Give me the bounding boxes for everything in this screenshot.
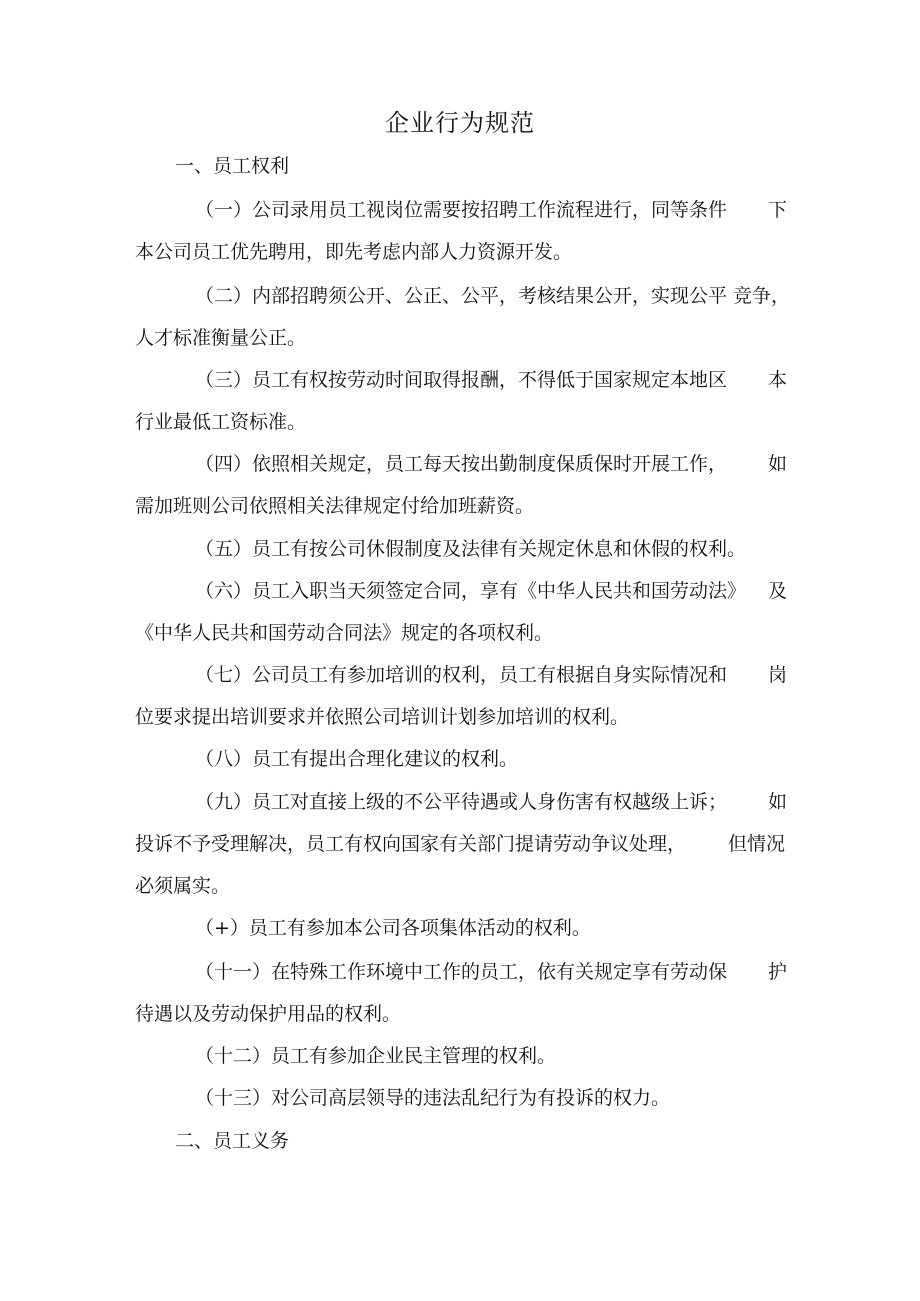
paragraph-line: 投诉不予受理解决，员工有权向国家有关部门提请劳动争议处理， — [135, 833, 687, 855]
paragraph-line: 位要求提出培训要求并依照公司培训计划参加培训的权利。 — [135, 706, 630, 728]
section-heading-duties: 二、员工义务 — [175, 1130, 290, 1152]
paragraph-line: （二）内部招聘须公开、公正、公平，考核结果公开，实现公平 竞争， — [195, 285, 791, 307]
paragraph-line: （十二）员工有参加企业民主管理的权利。 — [195, 1045, 557, 1067]
paragraph-line: 本公司员工优先聘用，即先考虑内部人力资源开发。 — [135, 241, 573, 263]
paragraph-line-tail: 如 — [768, 791, 788, 813]
document-title: 企业行为规范 — [385, 109, 535, 137]
paragraph-line-tail: 下 — [768, 199, 788, 221]
section-heading-rights: 一、员工权利 — [175, 155, 290, 177]
paragraph-line: （七）公司员工有参加培训的权利，员工有根据自身实际情况和 — [195, 664, 728, 686]
paragraph-line-tail: 及 — [768, 580, 788, 602]
paragraph-line: （九）员工对直接上级的不公平待遇或人身伤害有权越级上诉； — [195, 791, 728, 813]
paragraph-line: 《中华人民共和国劳动合同法》规定的各项权利。 — [135, 622, 554, 644]
paragraph-line: （四）依照相关规定，员工每天按出勤制度保质保时开展工作， — [195, 453, 728, 475]
paragraph-line: （五）员工有按公司休假制度及法律有关规定休息和休假的权利。 — [195, 538, 747, 560]
paragraph-line-tail: 如 — [768, 453, 788, 475]
paragraph-line: 必须属实。 — [135, 875, 231, 897]
paragraph-line: （一）公司录用员工视岗位需要按招聘工作流程进行，同等条件 — [195, 199, 728, 221]
paragraph-line: 需加班则公司依照相关法律规定付给加班薪资。 — [135, 495, 535, 517]
paragraph-line-tail: 但情况 — [728, 833, 786, 855]
paragraph-line: 待遇以及劳动保护用品的权利。 — [135, 1003, 402, 1025]
paragraph-line-tail: 本 — [768, 369, 788, 391]
paragraph-line: （十三）对公司高层领导的违法乱纪行为有投诉的权力。 — [195, 1087, 671, 1109]
paragraph-line: （三）员工有权按劳动时间取得报酬，不得低于国家规定本地区 — [195, 369, 728, 391]
paragraph-line: （八）员工有提出合理化建议的权利。 — [195, 748, 519, 770]
paragraph-line-tail: 护 — [768, 961, 788, 983]
paragraph-line: 行业最低工资标准。 — [135, 411, 307, 433]
paragraph-line: 人才标准衡量公正。 — [135, 327, 307, 349]
paragraph-line: （+）员工有参加本公司各项集体活动的权利。 — [195, 917, 591, 939]
paragraph-line: （十一）在特殊工作环境中工作的员工，依有关规定享有劳动保 — [195, 961, 728, 983]
paragraph-line-tail: 岗 — [768, 664, 788, 686]
paragraph-line: （六）员工入职当天须签定合同，享有《中华人民共和国劳动法》 — [195, 580, 747, 602]
